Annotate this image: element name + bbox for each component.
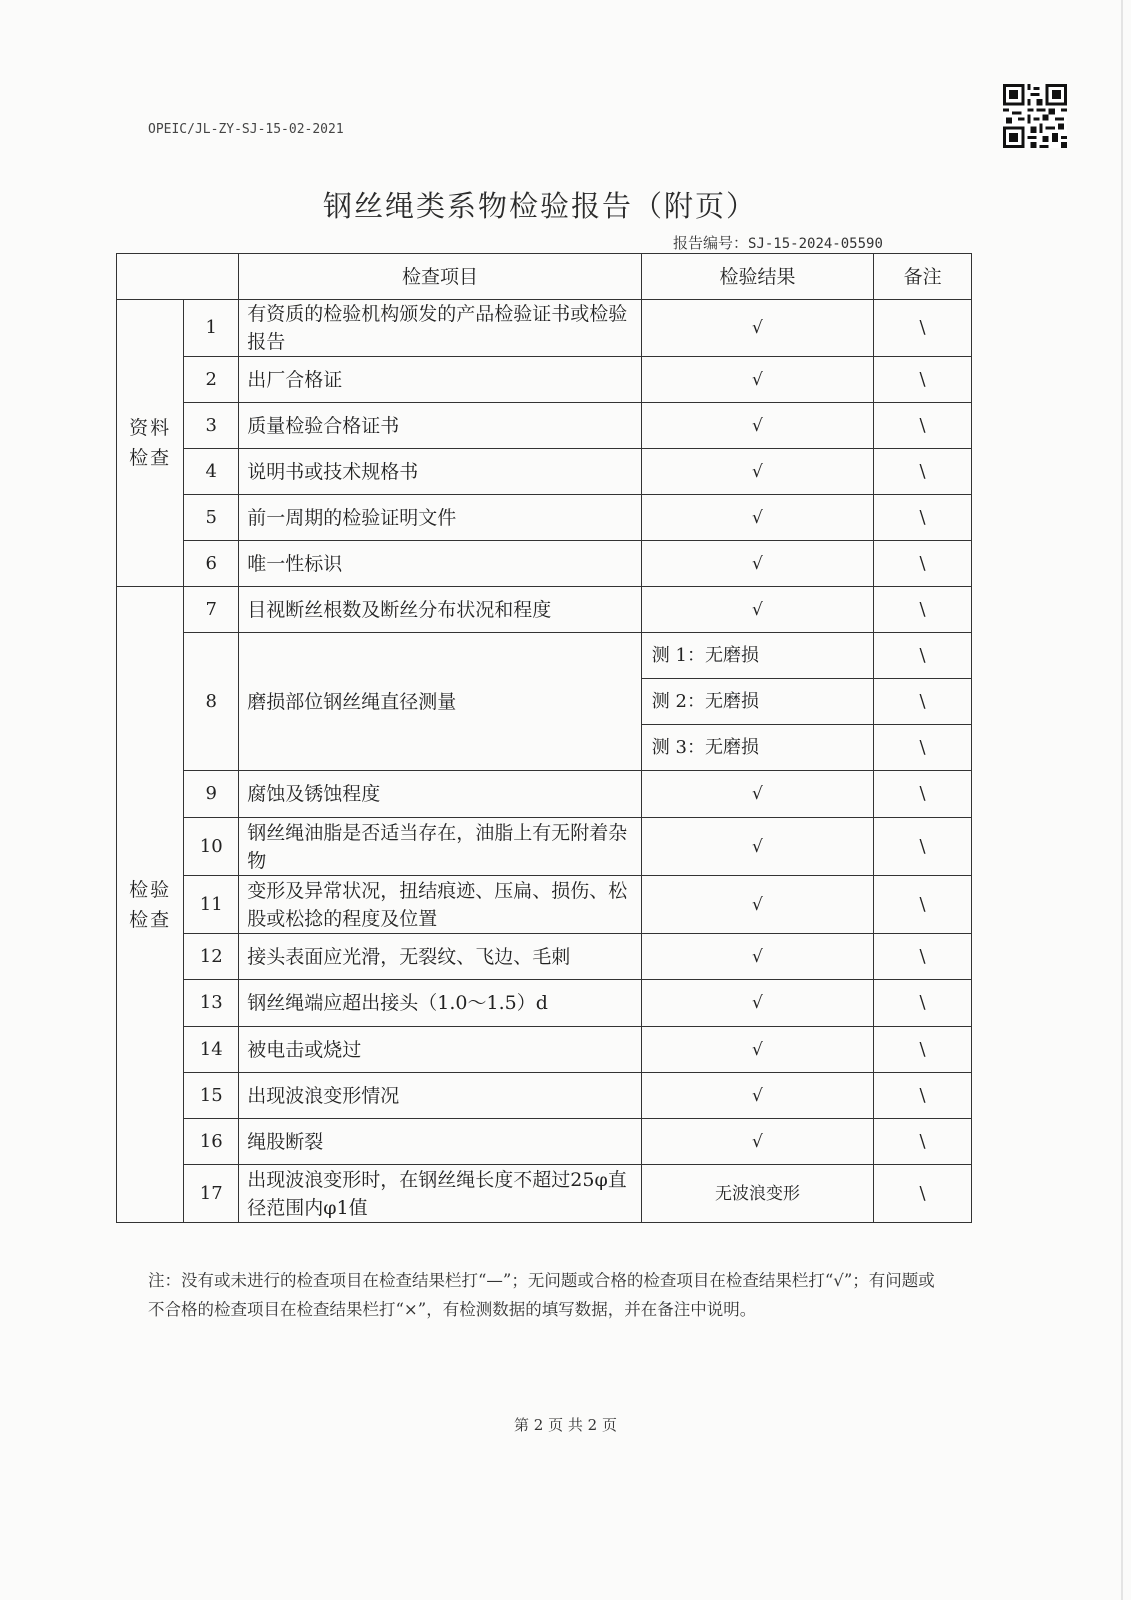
table-row xyxy=(117,633,972,679)
row-remark: \ xyxy=(874,1165,972,1223)
row-result: 无波浪变形 xyxy=(641,1165,873,1223)
report-number xyxy=(673,232,883,253)
row-item: 绳股断裂 xyxy=(239,1119,642,1165)
inspection-table xyxy=(116,253,972,1223)
row-number: 1 xyxy=(184,300,239,357)
header-result: 检验结果 xyxy=(641,254,873,300)
category-document-check: 资料检查 xyxy=(117,300,184,587)
row-number: 12 xyxy=(184,934,239,980)
row-result: √ xyxy=(641,1119,873,1165)
row-remark: \ xyxy=(874,771,972,818)
row-remark: \ xyxy=(874,1073,972,1119)
row-item: 出厂合格证 xyxy=(239,357,642,403)
document-code: OPEIC/JL-ZY-SJ-15-02-2021 xyxy=(148,122,344,137)
page-number: 第 2 页 共 2 页 xyxy=(514,1416,617,1434)
row-item: 被电击或烧过 xyxy=(239,1027,642,1073)
table-row xyxy=(117,300,972,357)
report-number-label: 报告编号： xyxy=(673,234,749,252)
table-row xyxy=(117,1073,972,1119)
category-inspection-check: 检验检查 xyxy=(117,587,184,1223)
row-item: 出现波浪变形时，在钢丝绳长度不超过25φ直径范围内φ1值 xyxy=(239,1165,642,1223)
row-number: 17 xyxy=(184,1165,239,1223)
row-remark: \ xyxy=(874,541,972,587)
row-remark: \ xyxy=(874,1119,972,1165)
row-item: 质量检验合格证书 xyxy=(239,403,642,449)
row-number: 15 xyxy=(184,1073,239,1119)
table-row xyxy=(117,357,972,403)
qr-code-icon xyxy=(1003,84,1067,148)
row-item: 腐蚀及锈蚀程度 xyxy=(239,771,642,818)
measurement-result: 测 2：无磨损 xyxy=(641,679,873,725)
row-result: √ xyxy=(641,495,873,541)
table-row xyxy=(117,1165,972,1223)
table-row xyxy=(117,934,972,980)
row-result: √ xyxy=(641,1073,873,1119)
footnote: 注：没有或未进行的检查项目在检查结果栏打“—”；无问题或合格的检查项目在检查结果栏打“√”；有问题或不合格的检查项目在检查结果栏打“×”，有检测数据的填写数据，并在备注中说明。 xyxy=(148,1271,935,1319)
table-row xyxy=(117,980,972,1027)
row-number: 10 xyxy=(184,818,239,876)
row-result: √ xyxy=(641,1027,873,1073)
row-item: 接头表面应光滑，无裂纹、飞边、毛刺 xyxy=(239,934,642,980)
row-result: √ xyxy=(641,357,873,403)
row-item: 唯一性标识 xyxy=(239,541,642,587)
row-number: 7 xyxy=(184,587,239,633)
row-item: 钢丝绳端应超出接头（1.0～1.5）d xyxy=(239,980,642,1027)
page-edge-shadow xyxy=(1121,0,1123,1600)
row-result: √ xyxy=(641,934,873,980)
row-result: √ xyxy=(641,876,873,934)
row-item: 变形及异常状况，扭结痕迹、压扁、损伤、松股或松捻的程度及位置 xyxy=(239,876,642,934)
row-number: 3 xyxy=(184,403,239,449)
measurement-result: 测 3：无磨损 xyxy=(641,725,873,771)
row-result: √ xyxy=(641,587,873,633)
row-remark: \ xyxy=(874,679,972,725)
table-header-row xyxy=(117,254,972,300)
header-remark: 备注 xyxy=(874,254,972,300)
row-remark: \ xyxy=(874,818,972,876)
row-remark: \ xyxy=(874,725,972,771)
row-item: 说明书或技术规格书 xyxy=(239,449,642,495)
row-number: 9 xyxy=(184,771,239,818)
table-row xyxy=(117,1027,972,1073)
table-row xyxy=(117,876,972,934)
row-item: 出现波浪变形情况 xyxy=(239,1073,642,1119)
row-number: 13 xyxy=(184,980,239,1027)
row-remark: \ xyxy=(874,449,972,495)
table-row xyxy=(117,403,972,449)
row-result: √ xyxy=(641,541,873,587)
row-remark: \ xyxy=(874,495,972,541)
table-row xyxy=(117,449,972,495)
row-number: 2 xyxy=(184,357,239,403)
row-result: √ xyxy=(641,300,873,357)
row-remark: \ xyxy=(874,403,972,449)
row-item: 前一周期的检验证明文件 xyxy=(239,495,642,541)
row-remark: \ xyxy=(874,934,972,980)
row-number: 5 xyxy=(184,495,239,541)
row-item: 目视断丝根数及断丝分布状况和程度 xyxy=(239,587,642,633)
row-number: 14 xyxy=(184,1027,239,1073)
row-result: √ xyxy=(641,771,873,818)
row-result: √ xyxy=(641,403,873,449)
row-number: 4 xyxy=(184,449,239,495)
row-result: √ xyxy=(641,449,873,495)
report-number-value: SJ-15-2024-05590 xyxy=(748,236,883,252)
row-remark: \ xyxy=(874,876,972,934)
row-result: √ xyxy=(641,980,873,1027)
table-row xyxy=(117,818,972,876)
table-row xyxy=(117,495,972,541)
row-number: 16 xyxy=(184,1119,239,1165)
table-row xyxy=(117,541,972,587)
row-remark: \ xyxy=(874,1027,972,1073)
row-remark: \ xyxy=(874,300,972,357)
measurement-result: 测 1：无磨损 xyxy=(641,633,873,679)
row-item: 钢丝绳油脂是否适当存在，油脂上有无附着杂物 xyxy=(239,818,642,876)
row-remark: \ xyxy=(874,980,972,1027)
row-item: 磨损部位钢丝绳直径测量 xyxy=(239,633,642,771)
table-row xyxy=(117,587,972,633)
row-number: 8 xyxy=(184,633,239,771)
table-row xyxy=(117,771,972,818)
table-row xyxy=(117,1119,972,1165)
row-number: 6 xyxy=(184,541,239,587)
row-remark: \ xyxy=(874,587,972,633)
header-item: 检查项目 xyxy=(239,254,642,300)
row-result: √ xyxy=(641,818,873,876)
row-number: 11 xyxy=(184,876,239,934)
row-remark: \ xyxy=(874,357,972,403)
row-remark: \ xyxy=(874,633,972,679)
report-title: 钢丝绳类系物检验报告（附页） xyxy=(322,189,757,223)
header-blank xyxy=(117,254,239,300)
row-item: 有资质的检验机构颁发的产品检验证书或检验报告 xyxy=(239,300,642,357)
